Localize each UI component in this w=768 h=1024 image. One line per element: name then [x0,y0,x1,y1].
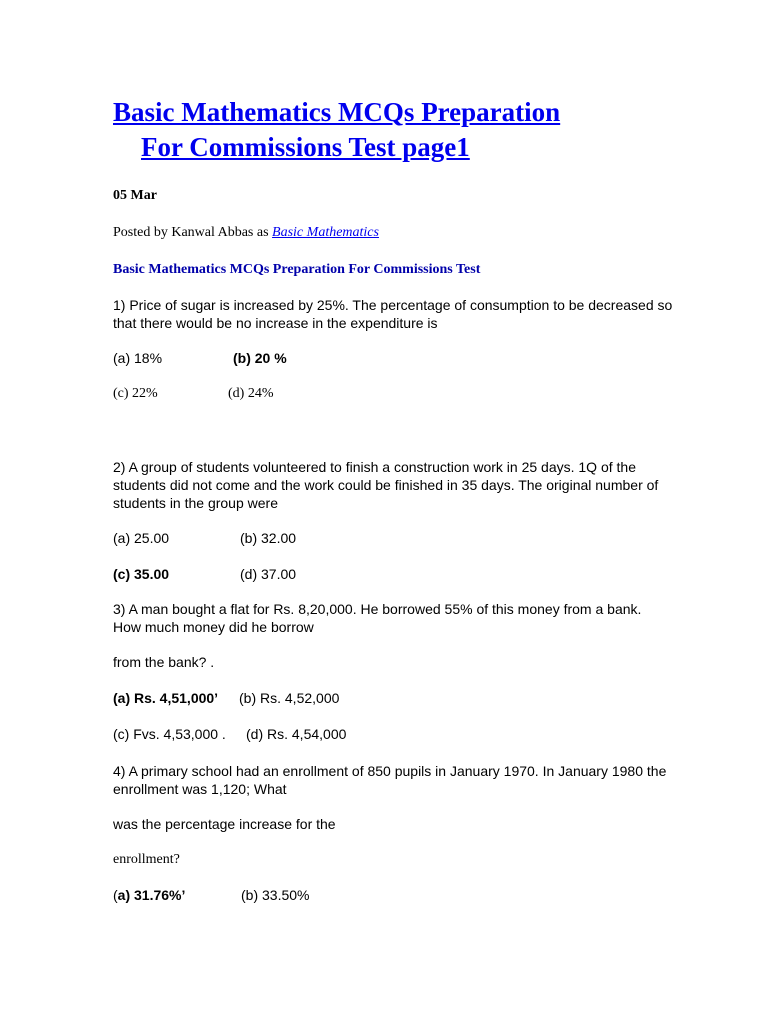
option-b: (b) 32.00 [240,530,297,546]
posted-by [113,224,673,242]
question-2-text: 2) A group of students volunteered to finish a construction work in 25 days. 1Q of the students did not come and the work could be finished in 35 days. The original number of students in the group were [113,459,659,511]
question-4-text-continued: was the percentage increase for the [113,816,336,832]
option-a-text: a) 31.76%’ [117,887,186,903]
question-3-options-row-2 [113,725,673,743]
post-subheading: Basic Mathematics MCQs Preparation For Commissions Test [113,262,481,277]
post-date: 05 Mar [113,188,157,203]
option-d: (d) 24% [228,386,274,401]
option-a: (a) 18% [113,350,163,366]
option-d: (d) Rs. 4,54,000 [246,726,347,742]
option-c: (c) 22% [113,386,158,401]
question-1-options-row-1 [113,349,673,367]
question-3-text-continued: from the bank? . [113,654,215,670]
question-1-text: 1) Price of sugar is increased by 25%. The percentage of consumption to be decreased so that there would be no increase in the expenditure is [113,297,673,331]
option-c: (c) Fvs. 4,53,000 . [113,726,226,742]
posted-by-text: Posted by Kanwal Abbas as [113,225,273,240]
question-2-options-row-1 [113,529,673,547]
title-line-1: Basic Mathematics MCQs Preparation [113,97,561,127]
option-c: (c) 35.00 [113,566,170,582]
category-link[interactable]: Basic Mathematics [272,225,379,240]
title-line-2: For Commissions Test page1 [141,132,470,162]
option-a-paren: ( [113,887,118,903]
option-d: (d) 37.00 [240,566,297,582]
question-4-text-continued-2: enrollment? [113,852,180,867]
question-3-options-row-1 [113,689,673,707]
option-b: (b) 20 % [233,350,287,366]
question-1-options-row-2 [113,385,673,403]
option-a: (a) Rs. 4,51,000’ [113,690,219,706]
option-a: (a) 25.00 [113,530,170,546]
page-title [113,95,673,165]
option-b: (b) Rs. 4,52,000 [239,690,340,706]
question-4-options-row-1 [113,886,673,904]
option-a [113,886,241,904]
document-page [113,95,673,904]
option-b: (b) 33.50% [241,887,310,903]
question-3-text: 3) A man bought a flat for Rs. 8,20,000. He borrowed 55% of this money from a bank. How much money did he borrow [113,601,642,635]
question-2-options-row-2 [113,565,673,583]
question-4-text: 4) A primary school had an enrollment of 850 pupils in January 1970. In January 1980 the enrollment was 1,120; What [113,763,667,797]
title-link[interactable] [113,97,673,165]
